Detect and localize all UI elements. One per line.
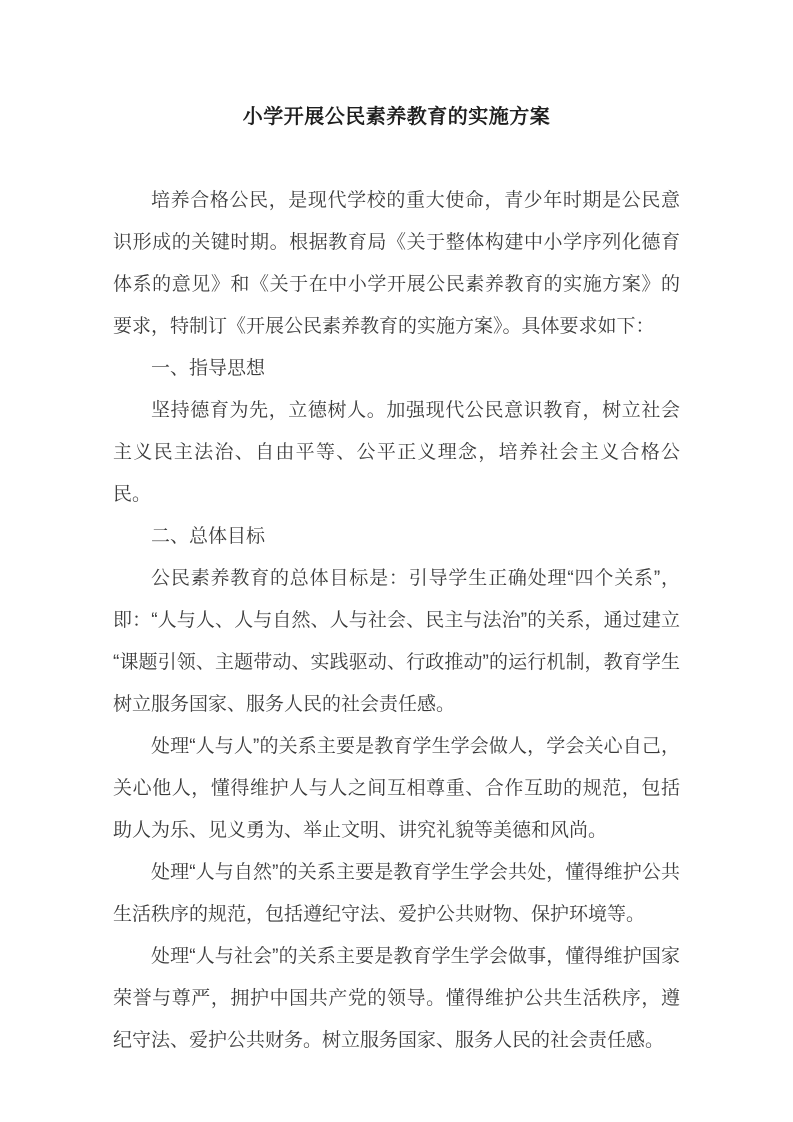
paragraph-guiding-ideology: 坚持德育为先，立德树人。加强现代公民意识教育，树立社会主义民主法治、自由平等、公平正义理念，培养社会主义合格公民。 (113, 400, 680, 505)
paragraph-person-to-person: 处理“人与人”的关系主要是教育学生学会做人，学会关心自己，关心他人，懂得维护人与人之间互相尊重、合作互助的规范，包括助人为乐、见义勇为、举止文明、讲究礼貌等美德和风尚。 (113, 736, 680, 841)
paragraph-overall-goal: 公民素养教育的总体目标是：引导学生正确处理“四个关系”，即：“人与人、人与自然、人与社会、民主与法治”的关系，通过建立“课题引领、主题带动、实践驱动、行政推动”的运行机制，教育学生树立服务国家、服务人民的社会责任感。 (113, 568, 680, 715)
document-title: 小学开展公民素养教育的实施方案 (242, 106, 551, 128)
section-heading-2: 二、总体目标 (151, 526, 266, 547)
paragraph-person-to-society: 处理“人与社会”的关系主要是教育学生学会做事，懂得维护国家荣誉与尊严，拥护中国共产党的领导。懂得维护公共生活秩序，遵纪守法、爱护公共财务。树立服务国家、服务人民的社会责任感。 (113, 946, 680, 1051)
paragraph-intro: 培养合格公民，是现代学校的重大使命，青少年时期是公民意识形成的关键时期。根据教育局《关于整体构建中小学序列化德育体系的意见》和《关于在中小学开展公民素养教育的实施方案》的要求，特制订《开展公民素养教育的实施方案》。具体要求如下： (113, 190, 680, 337)
document-content (113, 96, 680, 1062)
paragraph-person-to-nature: 处理“人与自然”的关系主要是教育学生学会共处，懂得维护公共生活秩序的规范，包括遵纪守法、爱护公共财物、保护环境等。 (113, 862, 680, 925)
section-heading-1: 一、指导思想 (151, 358, 266, 379)
